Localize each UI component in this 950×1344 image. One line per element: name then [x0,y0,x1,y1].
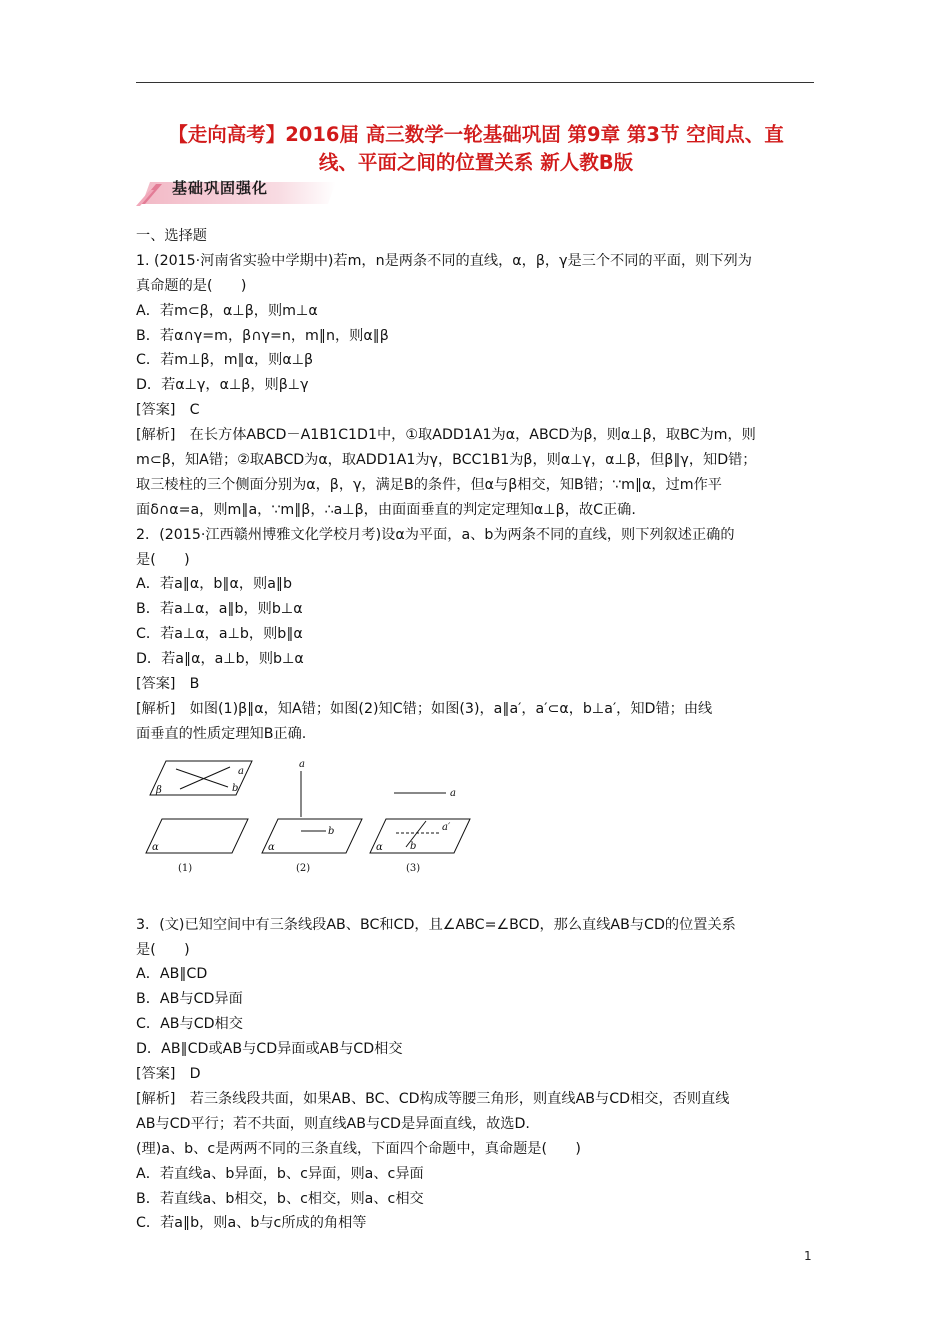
text-line: A．若m⊂β，α⊥β，则m⊥α [136,302,318,319]
text-line: C．AB与CD相交 [136,1016,243,1033]
fig3-label-alpha: α [376,841,383,853]
fig3-label-a: a [450,787,456,799]
text-line: [解析] 若三条线段共面，如果AB、BC、CD构成等腰三角形，则直线AB与CD相交，否则直线 [136,1090,730,1107]
text-line: A．若a∥α，b∥α，则a∥b [136,576,293,593]
text-line: 是( ) [136,941,190,958]
text-line: [解析] 在长方体ABCD－A1B1C1D1中，①取ADD1A1为α，ABCD为β，则α⊥β，取BC为m，则 [136,427,756,444]
figure-1 [146,761,252,853]
title-line-1: 【走向高考】2016届 高三数学一轮基础巩固 第9章 第3节 空间点、直 [168,123,784,146]
text-line: 取三棱柱的三个侧面分别为α，β，γ，满足B的条件，但α与β相交，知B错；∵m∥α，过m作平 [136,476,722,493]
figures-svg [136,751,496,897]
text-line: [答案] D [136,1066,201,1083]
text-line: B．若α∩γ=m，β∩γ=n，m∥n，则α∥β [136,327,389,344]
text-line: 2．(2015·江西赣州博雅文化学校月考)设α为平面，a、b为两条不同的直线，则下列叙述正确的 [136,526,735,543]
fig1-label-a: a [238,765,244,777]
text-line: C．若a∥b，则a、b与c所成的角相等 [136,1215,367,1232]
text-line: 一、选择题 [136,228,207,244]
text-line: B．若a⊥α，a∥b，则b⊥α [136,601,303,618]
fig1-label-alpha: α [152,841,159,853]
page-number: 1 [804,1249,812,1263]
fig2-label-alpha: α [268,841,275,853]
text-line: D．AB∥CD或AB与CD异面或AB与CD相交 [136,1041,403,1058]
geometry-figures [136,751,816,897]
section-banner-label: 基础巩固强化 [172,179,269,197]
figure-2 [262,771,362,853]
fig2-label-a: a [299,758,305,770]
text-line: B．若直线a、b相交，b、c相交，则a、c相交 [136,1190,424,1207]
fig1-caption: (1) [178,862,193,874]
text-line: A．AB∥CD [136,966,208,983]
title-line-2: 线、平面之间的位置关系 新人教B版 [318,151,634,174]
text-line: m⊂β，知A错；②取ABCD为α，取ADD1A1为γ，BCC1B1为β，则α⊥γ，α⊥β，但β∥γ，知D错； [136,452,757,469]
document-title [136,121,816,177]
fig3-caption: (3) [406,862,421,874]
fig2-caption: (2) [296,862,311,874]
text-line: C．若m⊥β，m∥α，则α⊥β [136,352,314,369]
text-line: C．若a⊥α，a⊥b，则b∥α [136,626,303,643]
fig1-label-b: b [232,782,239,794]
text-line: B．AB与CD异面 [136,991,243,1008]
text-line: AB与CD平行；若不共面，则直线AB与CD是异面直线，故选D. [136,1115,530,1132]
fig3-label-b: b [410,840,417,852]
text-line: D．若α⊥γ，α⊥β，则β⊥γ [136,377,309,394]
main-content [136,224,816,1236]
text-line: 面δ∩α=a，则m∥a，∵m∥β，∴a⊥β，由面面垂直的判定定理知α⊥β，故C正确. [136,501,636,518]
text-line: 真命题的是( ) [136,277,247,294]
fig1-label-beta: β [156,784,162,796]
text-line: [答案] B [136,676,200,693]
text-line: 是( ) [136,551,190,568]
header-rule [136,82,814,83]
fig2-label-b: b [328,825,335,837]
text-line: 1. (2015·河南省实验中学期中)若m，n是两条不同的直线，α，β，γ是三个不同的平面，则下列为 [136,252,752,269]
figure-3 [370,793,470,853]
text-line: D．若a∥α，a⊥b，则b⊥α [136,651,304,668]
text-line: (理)a、b、c是两两不同的三条直线，下面四个命题中，真命题是( ) [136,1140,581,1157]
text-line: [解析] 如图(1)β∥α，知A错；如图(2)知C错；如图(3)，a∥a′，a′⊂α，b⊥a′，知D错；由线 [136,700,713,717]
text-line: 3．(文)已知空间中有三条线段AB、BC和CD，且∠ABC=∠BCD，那么直线AB与CD的位置关系 [136,916,736,933]
fig3-label-a-prime: a′ [442,821,451,833]
text-line: [答案] C [136,402,200,419]
text-line: A．若直线a、b异面，b、c异面，则a、c异面 [136,1165,424,1182]
text-line: 面垂直的性质定理知B正确. [136,725,307,742]
